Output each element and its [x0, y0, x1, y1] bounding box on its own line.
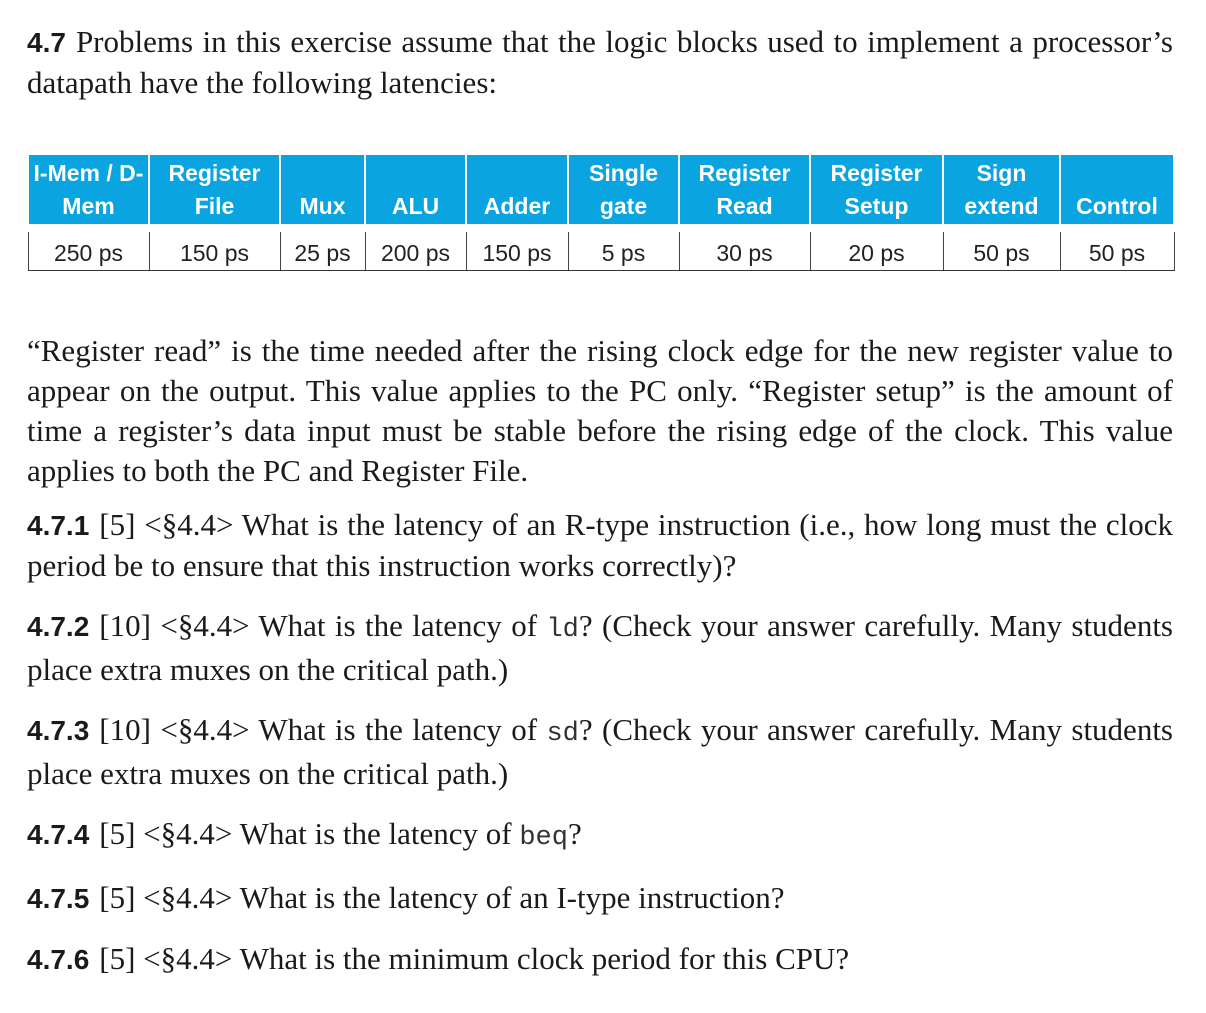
question-4-7-6 [27, 939, 1173, 980]
question-text: [5] <§4.4> What is the minimum clock period for this CPU? [99, 941, 850, 976]
question-4-7-4 [27, 814, 1173, 858]
description-paragraph: “Register read” is the time needed after the rising clock edge for the new register value to appear on the output. This value applies to the PC only. “Register setup” is the amount of time a register’s data input must be stable before the rising edge of the clock. This value applies to both the PC and Register File. [27, 333, 1173, 488]
value-adder: 150 ps [466, 228, 568, 271]
question-number: 4.7.5 [27, 883, 90, 914]
question-4-7-1 [27, 505, 1173, 586]
value-mux: 25 ps [280, 228, 365, 271]
question-text: [10] <§4.4> What is the latency of [99, 608, 547, 643]
question-number: 4.7.2 [27, 611, 90, 642]
latency-table-header-row [28, 155, 1174, 228]
intro-paragraph [27, 22, 1173, 103]
value-register-setup: 20 ps [810, 228, 943, 271]
question-4-7-3 [27, 710, 1173, 794]
question-text: [5] <§4.4> What is the latency of [99, 816, 520, 851]
header-register-file: Register File [149, 155, 280, 228]
question-number: 4.7.1 [27, 510, 90, 541]
question-text-cont: ? (Check your answer carefully. Many students place extra muxes on the critical path.) [27, 608, 1173, 687]
value-register-file: 150 ps [149, 228, 280, 271]
header-mux: Mux [280, 155, 365, 228]
code-beq: beq [519, 823, 568, 853]
question-text: [5] <§4.4> What is the latency of an I-type instruction? [99, 880, 785, 915]
header-adder: Adder [466, 155, 568, 228]
code-ld: ld [546, 615, 579, 645]
header-register-read: Register Read [679, 155, 810, 228]
header-alu: ALU [365, 155, 466, 228]
header-imem-dmem: I-Mem / D-Mem [28, 155, 149, 228]
value-control: 50 ps [1060, 228, 1174, 271]
question-text: [10] <§4.4> What is the latency of [99, 712, 547, 747]
exercise-number: 4.7 [27, 27, 66, 58]
question-text-cont: ? (Check your answer carefully. Many students place extra muxes on the critical path.) [27, 712, 1173, 791]
header-control: Control [1060, 155, 1174, 228]
header-single-gate: Single gate [568, 155, 679, 228]
question-text: [5] <§4.4> What is the latency of an R-type instruction (i.e., how long must the clock period be to ensure that this instruction works correctly)? [27, 507, 1173, 583]
question-4-7-5 [27, 878, 1173, 919]
value-sign-extend: 50 ps [943, 228, 1060, 271]
value-register-read: 30 ps [679, 228, 810, 271]
code-sd: sd [546, 719, 579, 749]
question-number: 4.7.3 [27, 715, 90, 746]
header-register-setup: Register Setup [810, 155, 943, 228]
question-text-cont: ? [567, 816, 582, 851]
intro-text: Problems in this exercise assume that the logic blocks used to implement a processor’s datapath have the following latencies: [27, 24, 1173, 100]
latency-table-value-row [28, 228, 1174, 271]
question-4-7-2 [27, 606, 1173, 690]
value-imem-dmem: 250 ps [28, 228, 149, 271]
question-number: 4.7.4 [27, 819, 90, 850]
value-single-gate: 5 ps [568, 228, 679, 271]
latency-table [27, 155, 1175, 271]
value-alu: 200 ps [365, 228, 466, 271]
header-sign-extend: Sign extend [943, 155, 1060, 228]
question-number: 4.7.6 [27, 944, 90, 975]
exercise-page [27, 22, 1173, 980]
